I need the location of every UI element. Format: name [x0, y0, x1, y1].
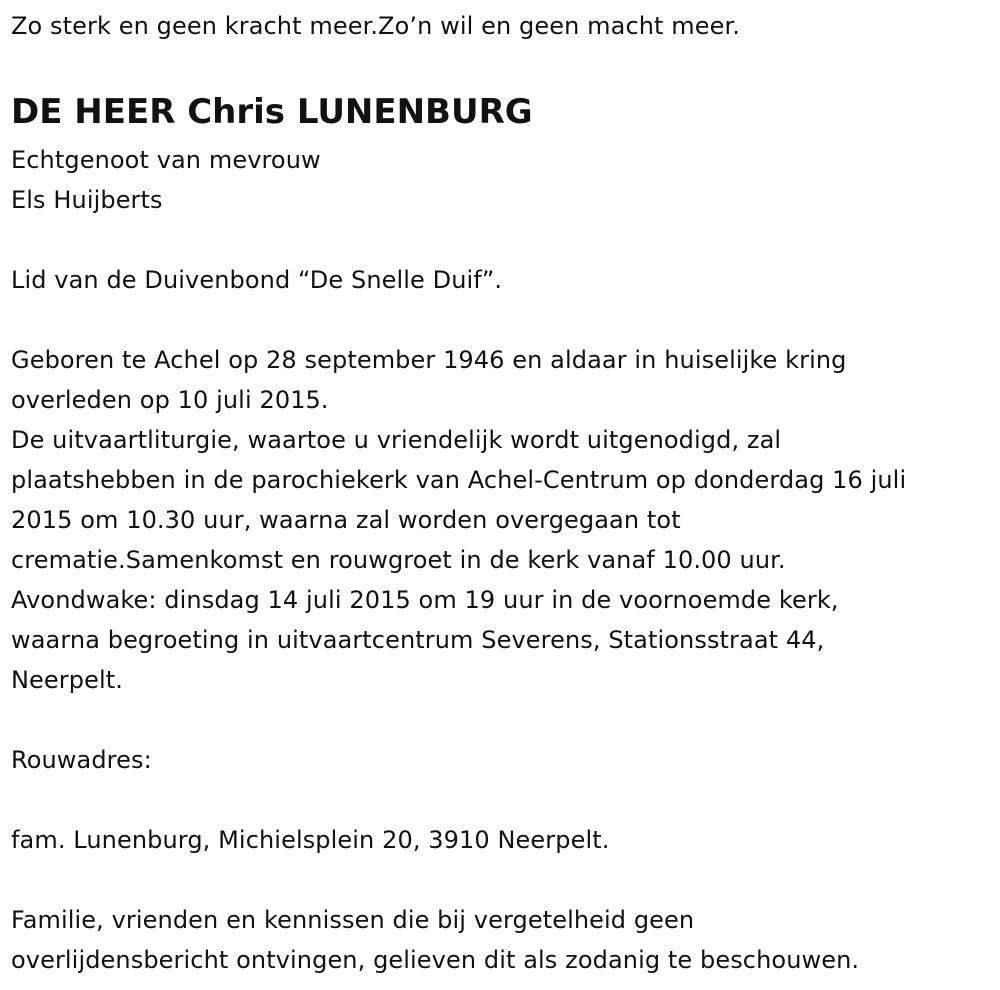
body-line: Avondwake: dinsdag 14 juli 2015 om 19 uur in de voornoemde kerk,	[11, 586, 839, 614]
body-line: plaatshebben in de parochiekerk van Achel-Centrum op donderdag 16 juli	[11, 466, 907, 494]
obituary-notice	[11, 0, 991, 980]
spouse-line-2: Els Huijberts	[11, 186, 163, 214]
opening-quote: Zo sterk en geen kracht meer.Zo’n wil en geen macht meer.	[11, 12, 740, 40]
closing-line: overlijdensbericht ontvingen, gelieven dit als zodanig te beschouwen.	[11, 946, 860, 974]
body-line: Geboren te Achel op 28 september 1946 en aldaar in huiselijke kring	[11, 346, 847, 374]
closing-line: Familie, vrienden en kennissen die bij vergetelheid geen	[11, 906, 695, 934]
deceased-name: DE HEER Chris LUNENBURG	[11, 92, 533, 132]
address-label: Rouwadres:	[11, 746, 152, 774]
spacer	[11, 780, 991, 820]
membership-line: Lid van de Duivenbond “De Snelle Duif”.	[11, 266, 503, 294]
body-line: Neerpelt.	[11, 666, 123, 694]
spacer	[11, 860, 991, 900]
body-line: 2015 om 10.30 uur, waarna zal worden overgegaan tot	[11, 506, 681, 534]
body-line: crematie.Samenkomst en rouwgroet in de kerk vanaf 10.00 uur.	[11, 546, 786, 574]
body-line: De uitvaartliturgie, waartoe u vriendelijk wordt uitgenodigd, zal	[11, 426, 782, 454]
body-line: overleden op 10 juli 2015.	[11, 386, 329, 414]
mourning-address: fam. Lunenburg, Michielsplein 20, 3910 Neerpelt.	[11, 826, 610, 854]
spouse-line-1: Echtgenoot van mevrouw	[11, 146, 321, 174]
spacer	[11, 300, 991, 340]
spacer	[11, 700, 991, 740]
body-line: waarna begroeting in uitvaartcentrum Severens, Stationsstraat 44,	[11, 626, 825, 654]
spacer	[11, 220, 991, 260]
